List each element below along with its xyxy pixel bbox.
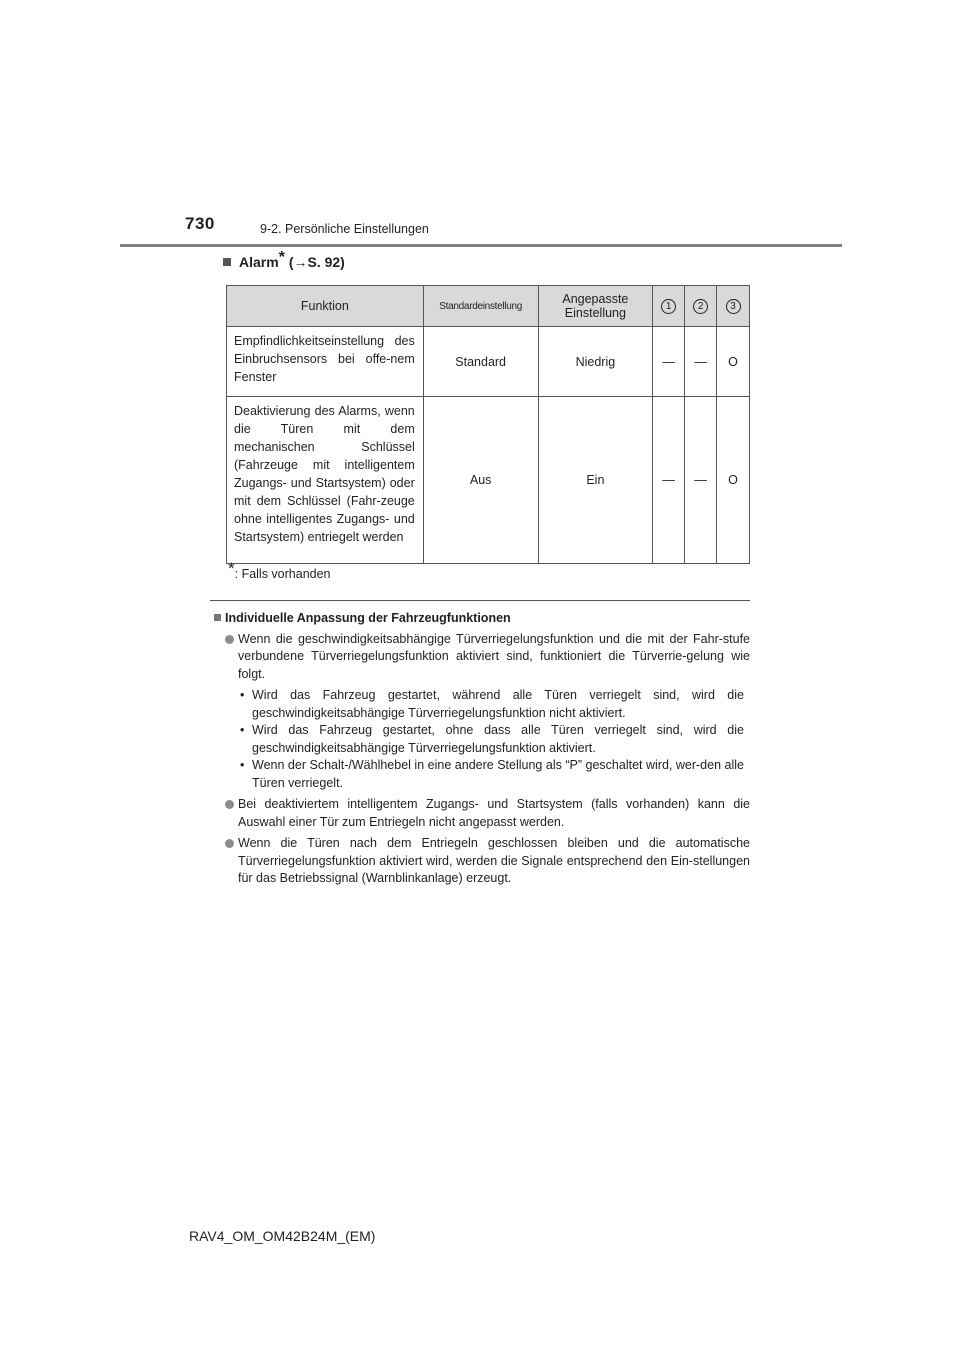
- square-bullet-icon: [223, 258, 231, 266]
- row-c1: —: [653, 327, 685, 397]
- sub-item: [214, 722, 750, 757]
- row-c3: O: [717, 397, 750, 564]
- header-rule: [120, 244, 842, 247]
- note-text: Bei deaktiviertem intelligentem Zugangs- und Startsystem (falls vorhanden) kann die Auswahl einer Tür zum Entriegeln nicht angepasst werden.: [238, 797, 750, 829]
- row-function: Empfindlichkeitseinstellung des Einbruchsensors bei offe-nem Fenster: [227, 327, 424, 397]
- table-header-row: [227, 286, 750, 327]
- circled-3-icon: 3: [726, 299, 741, 314]
- sub-text: Wenn der Schalt-/Wählhebel in eine andere Stellung als “P” geschaltet wird, wer-den alle Türen verriegelt.: [252, 758, 744, 790]
- row-custom: Niedrig: [538, 327, 653, 397]
- alarm-settings-table: [226, 285, 750, 564]
- bullet-dot-icon: [225, 839, 234, 848]
- row-default: Standard: [423, 327, 538, 397]
- circled-2-icon: 2: [693, 299, 708, 314]
- sub-bullet: •: [240, 688, 245, 702]
- sub-item: [214, 757, 750, 792]
- section-title: 9-2. Persönliche Einstellungen: [260, 222, 429, 236]
- bullet-dot-icon: [225, 635, 234, 644]
- footer-code: RAV4_OM_OM42B24M_(EM): [189, 1228, 376, 1244]
- footnote-star: *: [228, 559, 235, 578]
- sub-text: Wird das Fahrzeug gestartet, ohne dass alle Türen verriegelt sind, wird die geschwindigkeitsabhängige Türverriegelungsfunktion aktiviert.: [252, 723, 744, 755]
- notes-heading-text: Individuelle Anpassung der Fahrzeugfunktionen: [225, 611, 511, 625]
- alarm-title: Alarm: [239, 254, 279, 270]
- header-col-2: [685, 286, 717, 327]
- row-default: Aus: [423, 397, 538, 564]
- bullet-dot-icon: [225, 800, 234, 809]
- alarm-title-star: *: [278, 249, 285, 266]
- notes-heading: [214, 610, 750, 628]
- row-c1: —: [653, 397, 685, 564]
- note-bullet: [214, 796, 750, 831]
- header-custom: Angepasste Einstellung: [538, 286, 653, 327]
- row-c2: —: [685, 327, 717, 397]
- header-col-3: [717, 286, 750, 327]
- note-bullet: [214, 631, 750, 684]
- header-standard: Standardeinstellung: [423, 286, 538, 327]
- table-row: [227, 397, 750, 564]
- sub-bullet: •: [240, 758, 245, 772]
- row-c2: —: [685, 397, 717, 564]
- page-number: 730: [185, 214, 215, 233]
- sub-text: Wird das Fahrzeug gestartet, während alle Türen verriegelt sind, wird die geschwindigkeitsabhängige Türverriegelungsfunktion nicht aktiviert.: [252, 688, 744, 720]
- row-custom: Ein: [538, 397, 653, 564]
- notes-section: [214, 610, 750, 892]
- square-bullet-icon: [214, 614, 221, 621]
- footnote: [228, 559, 331, 581]
- notes-divider: [210, 600, 750, 601]
- circled-1-icon: 1: [661, 299, 676, 314]
- sub-item: [214, 687, 750, 722]
- header-funktion: Funktion: [227, 286, 424, 327]
- note-text: Wenn die geschwindigkeitsabhängige Türverriegelungsfunktion und die mit der Fahr-stufe verbundene Türverriegelungsfunktion aktiviert sind, funktioniert die Türverrie-gelung wie folgt.: [238, 631, 750, 681]
- footnote-text: : Falls vorhanden: [234, 567, 331, 581]
- row-c3: O: [717, 327, 750, 397]
- note-text: Wenn die Türen nach dem Entriegeln geschlossen bleiben und die automatische Türverriegelungsfunktion aktiviert wird, werden die Signale entsprechend den Ein-stellungen für das Betriebssignal (Warnblinkanlage) erzeugt.: [238, 836, 750, 885]
- sub-list: [214, 687, 750, 792]
- row-function: Deaktivierung des Alarms, wenn die Türen mit dem mechanischen Schlüssel (Fahrzeuge mit intelligentem Zugangs- und Startsystem) oder mit dem Schlüssel (Fahr-zeuge ohne intelligentes Zugangs- und Startsystem) entriegelt werden: [227, 397, 424, 564]
- alarm-reference: (→S. 92): [288, 254, 345, 270]
- sub-bullet: •: [240, 723, 245, 737]
- note-bullet: [214, 835, 750, 888]
- alarm-heading: [223, 249, 345, 270]
- header-col-1: [653, 286, 685, 327]
- table-row: [227, 327, 750, 397]
